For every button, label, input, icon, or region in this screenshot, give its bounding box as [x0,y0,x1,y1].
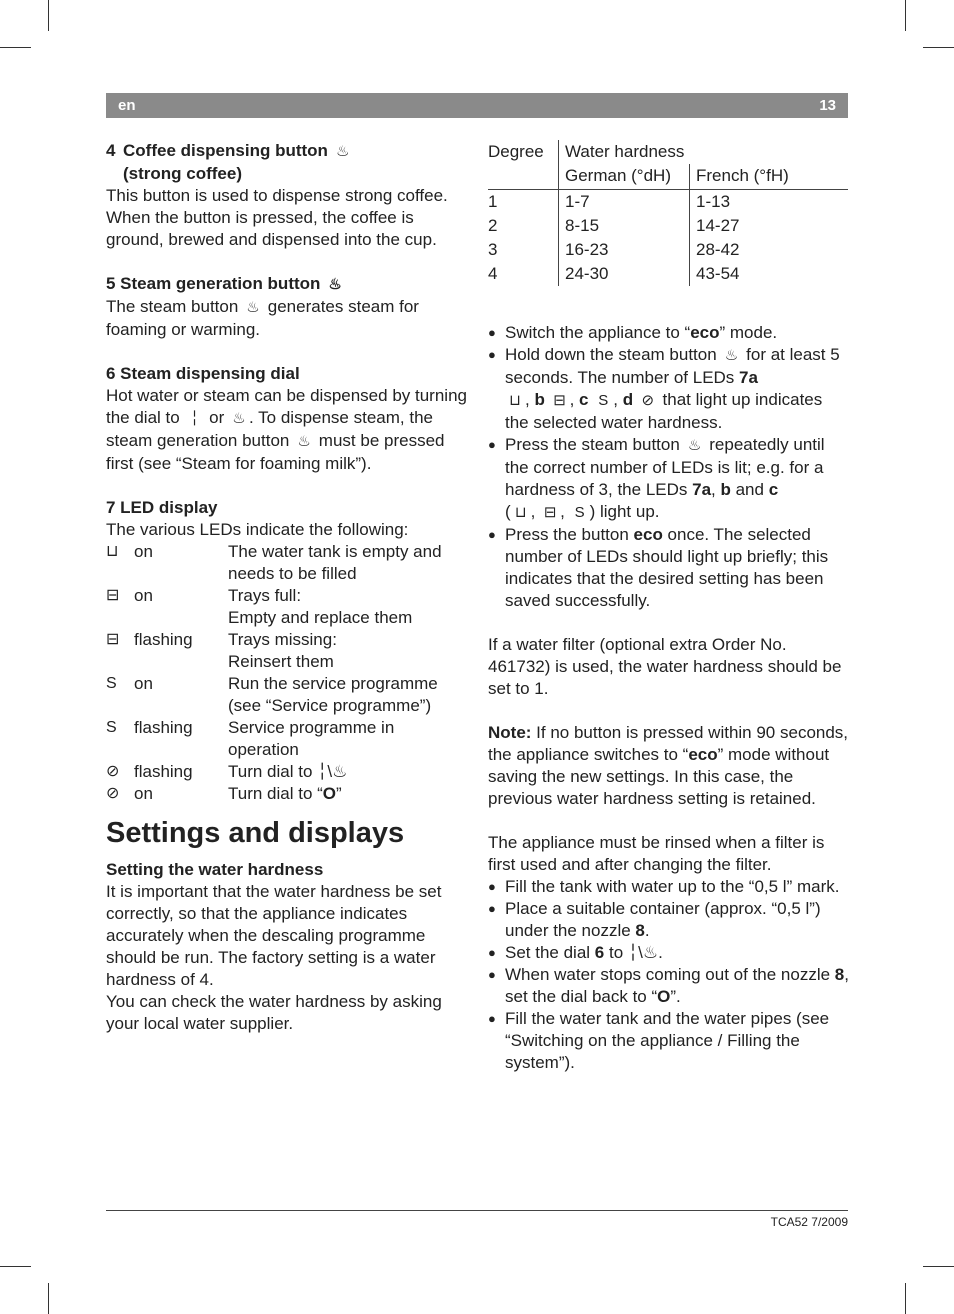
crop-mark [923,47,954,48]
steam-icon: ♨ [724,347,739,364]
paragraph: This button is used to dispense strong coffee. [106,186,448,205]
bullet-icon: ● [488,967,496,982]
bullet-icon: ● [488,437,496,452]
steam-icon: ♨ [687,437,702,454]
led-state: on [134,674,153,693]
bullet-item [488,876,850,898]
text: that light up indicates the selected water hardness. [505,390,823,432]
led-desc: Trays missing: [228,630,337,649]
table-row [488,262,848,286]
table-cell: 43-54 [696,264,740,283]
text: When water stops coming out of the nozzle [505,965,835,984]
left-column [106,140,468,1035]
paragraph: The appliance must be rinsed when a filter is first used and after changing the filter. [488,833,825,874]
text: or [204,408,230,427]
led-row [106,783,468,805]
text: must be pressed first (see “Steam for foaming milk”). [106,431,445,473]
right-column [488,140,850,1074]
bullet-icon: ● [488,945,496,960]
crop-mark [923,1266,954,1267]
text: Switch the appliance to “ [505,323,691,342]
paragraph: If a water filter (optional extra Order No. 461732) is used, the water hardness should be set to 1. [488,635,842,698]
coffee-strong-icon: ♨ [335,143,350,160]
led-state: flashing [134,718,193,737]
table-row [488,238,848,262]
subheading: Setting the water hardness [106,860,324,879]
table-header: Water hardness [565,142,685,161]
table-cell: 2 [488,214,559,238]
table-cell: 16-23 [559,238,690,262]
text: b [534,390,545,409]
steam-icon: ♨ [328,276,342,293]
led-desc: The water tank is empty and needs to be filled [228,542,442,583]
text: d [622,390,634,409]
led-row [106,541,468,585]
paragraph: You can check the water hardness by asking your local water supplier. [106,992,442,1033]
hot-water-steam-icon: ╎\♨ [317,762,348,781]
table-cell: 8-15 [559,214,690,238]
text: once. The selected number of LEDs should light up briefly; this indicates that the desired setting has been saved successfully. [505,525,829,610]
tray-icon: ⊟ [543,504,557,521]
tank-icon: ⊔ [106,543,119,560]
text: generates steam for foaming or warming. [106,297,419,339]
service-icon: S [106,719,117,736]
paragraph: The various LEDs indicate the following: [106,520,409,539]
text: eco [690,323,720,342]
service-icon: S [598,392,609,409]
paragraph [106,385,468,475]
tray-icon: ⊟ [106,587,120,604]
text: 7a [739,368,758,387]
steam-icon: ♨ [232,410,246,427]
text: 8 [834,965,845,984]
section-number: 4 [106,141,116,160]
table-cell: 4 [488,262,559,286]
page-heading: Settings and displays [106,817,405,849]
text: . To dispense steam, the steam generation button [106,408,433,450]
table-cell: 1-13 [696,192,731,211]
bullet-icon: ● [488,901,496,916]
text: ”. [670,987,681,1006]
text: eco [633,525,663,544]
section-title: Coffee dispensing button [123,141,328,160]
bullet-item [488,1008,850,1074]
led-state: on [134,542,153,561]
section-title: 5 Steam generation button [106,274,321,293]
led-desc: Reinsert them [228,652,334,671]
page-number: 13 [819,97,836,114]
bullet-icon: ● [488,879,496,894]
text: c [579,390,589,409]
text: b [720,480,731,499]
table-cell: 3 [488,238,559,262]
text: If no button is pressed within 90 seconds, the appliance switches to “ [488,723,849,764]
text: and [730,480,769,499]
bullet-item [488,898,850,942]
bullet-item: ● Press the steam button ♨ repeatedly until the correct number of LEDs is lit; e.g. for a hardness of 3, the LEDs 7a, b and c ( ⊔ , ⊟ , S ) light up. [488,434,850,524]
led-state: flashing [134,762,193,781]
led-row [106,585,468,629]
crop-mark [48,1283,49,1314]
bullet-icon: ● [488,325,496,340]
tank-icon: ⊔ [509,392,521,409]
tank-icon: ⊔ [514,504,527,521]
note-label: Note: [488,723,532,742]
table-header: French (°fH) [690,164,849,190]
text: The steam button [106,297,244,316]
bullet-item [488,942,850,964]
table-header: German (°dH) [559,164,690,190]
bullet-item [488,322,850,344]
steam-icon: ♨ [297,433,311,450]
led-desc: Service programme in operation [228,718,395,759]
text: , set the dial back to “ [505,965,849,1006]
section-5-heading [106,273,468,296]
crop-mark [905,0,906,31]
text: to [604,943,628,962]
text: eco [688,745,718,764]
footer-model-date: TCA52 7/2009 [770,1215,848,1229]
text: . [658,943,663,962]
text: Hold down the steam button [505,345,722,364]
led-state: on [134,784,153,803]
section-6-heading: 6 Steam dispensing dial [106,364,300,383]
language-code: en [118,97,136,114]
bullet-icon: ● [488,347,496,362]
led-row [106,761,468,783]
table-row [488,214,848,238]
text: Place a suitable container (approx. “0,5 l”) under the nozzle [505,899,821,940]
table-header: Degree [488,140,559,164]
text: 6 [594,943,605,962]
service-icon: S [574,504,585,521]
led-desc: Turn dial to “ [228,784,323,803]
text: Set the dial [505,943,595,962]
crop-mark [905,1283,906,1314]
section-subtitle: (strong coffee) [123,164,242,183]
led-row [106,673,468,717]
section-4-heading [106,140,468,185]
table-cell: 24-30 [559,262,690,286]
dial-icon: ⊘ [106,785,120,802]
text: Fill the water tank and the water pipes (see “Switching on the appliance / Filling the system”). [505,1009,830,1072]
crop-mark [0,1266,31,1267]
text: Hot water or steam can be dispensed by turning the dial to [106,386,467,427]
led-desc: Empty and replace them [228,608,413,627]
text: O [657,987,671,1006]
paragraph: It is important that the water hardness be set correctly, so that the appliance indicates accurately when the descaling programme should be run. The factory setting is a water hardness of 4. [106,882,442,989]
bullet-item [488,964,850,1008]
table-cell: 1-7 [559,190,690,215]
led-row [106,629,468,673]
hot-water-steam-icon: ╎\♨ [627,943,659,962]
text: ) light up. [589,502,660,521]
table-cell: 1 [488,190,559,215]
table-row [488,190,848,215]
led-desc: Turn dial to [228,762,318,781]
service-icon: S [106,675,117,692]
led-desc: Run the service programme (see “Service programme”) [228,674,438,715]
water-hardness-table [488,140,848,286]
footer-rule [106,1210,848,1211]
paragraph: When the button is pressed, the coffee is ground, brewed and dispensed into the cup. [106,208,437,249]
crop-mark [0,47,31,48]
text: ” mode without saving the new settings. In this case, the previous water hardness setting is retained. [488,745,830,808]
led-state: flashing [134,630,193,649]
bullet-item: ● Hold down the steam button ♨ for at least 5 seconds. The number of LEDs 7a ⊔ , b ⊟ , c S , d ⊘ that light up indicates the selected water hardness. [488,345,840,432]
text: Press the steam button [505,435,685,454]
text: Fill the tank with water up to the “0,5 l” mark. [505,877,840,896]
led-desc: O [322,784,337,803]
section-7-heading: 7 LED display [106,498,218,517]
note-paragraph [488,722,850,810]
page-header-bar [106,93,848,118]
text: 7a [692,480,712,499]
text: for at least 5 seconds. The number of LEDs [505,345,840,387]
dial-icon: ⊘ [641,392,655,409]
led-row [106,717,468,761]
hot-water-icon: ╎ [189,410,199,427]
paragraph [106,296,468,341]
text: Press the button [505,525,634,544]
table-cell: 14-27 [696,216,740,235]
text: . [644,921,650,940]
table-cell: 28-42 [696,240,740,259]
text: repeatedly until the correct number of LEDs is lit; e.g. for a hardness of 3, the LEDs [505,435,825,499]
led-desc: ” [336,784,342,803]
tray-icon: ⊟ [553,392,566,409]
bullet-item [488,524,850,612]
bullet-icon: ● [488,527,496,542]
tray-icon: ⊟ [106,631,120,648]
bullet-icon: ● [488,1011,496,1026]
crop-mark [48,0,49,31]
steam-icon: ♨ [246,299,260,316]
text: 8 [635,921,645,940]
led-state: on [134,586,153,605]
dial-icon: ⊘ [106,763,120,780]
text: c [768,480,779,499]
text: ” mode. [719,323,778,342]
led-desc: Trays full: [228,586,302,605]
